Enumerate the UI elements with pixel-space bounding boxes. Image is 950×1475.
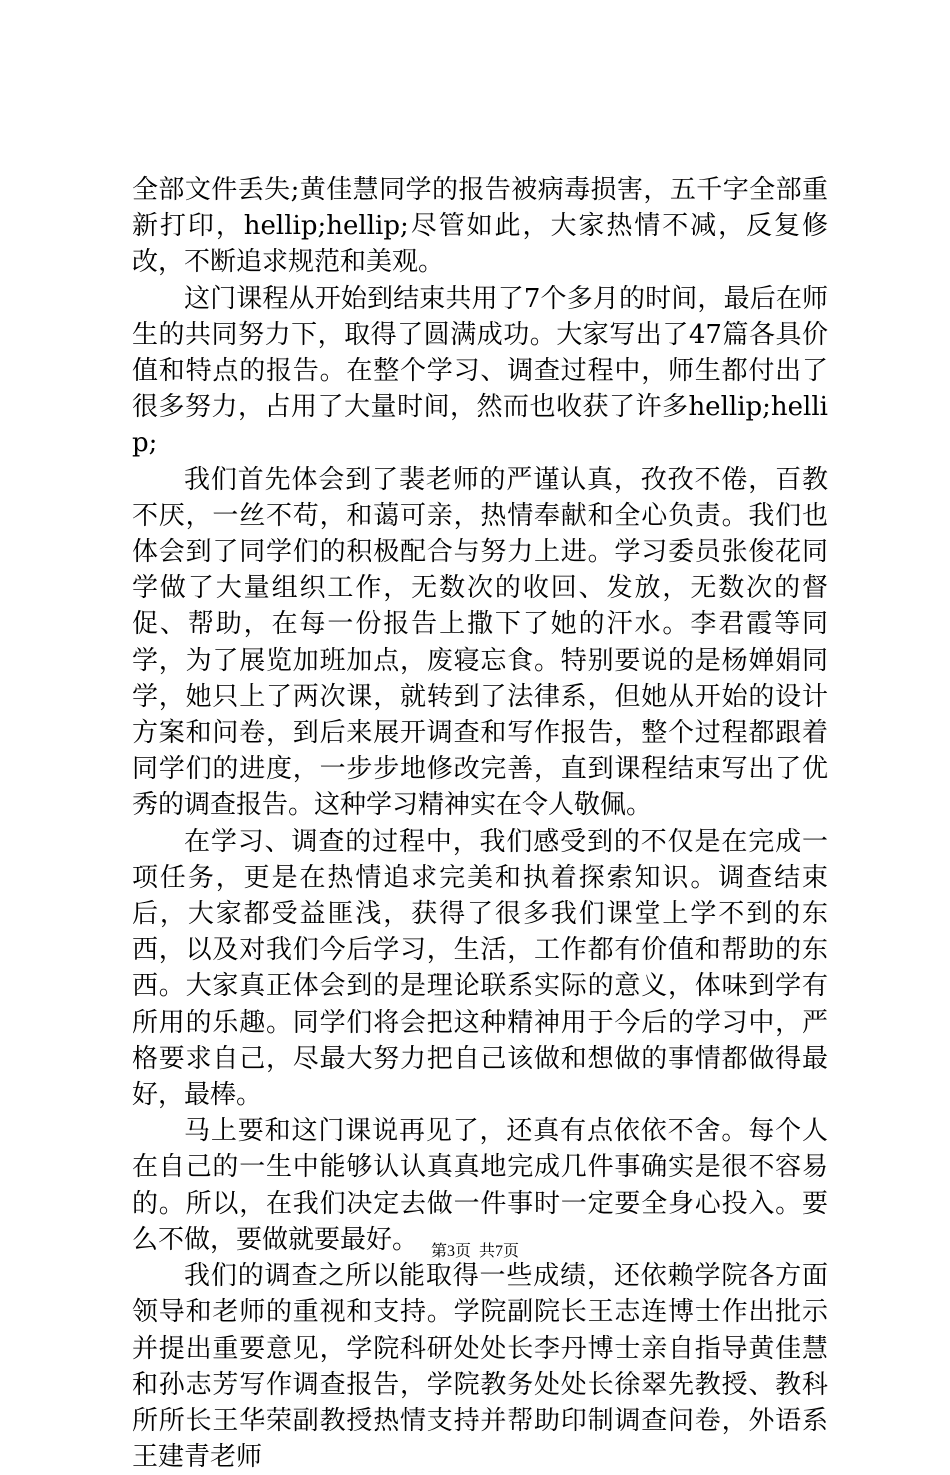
- paragraph-course-duration: 这门课程从开始到结束共用了7个多月的时间，最后在师生的共同努力下，取得了圆满成功。大家写出了47篇各具价值和特点的报告。在整个学习、调查过程中，师生都付出了很多努力，占用了大量时间，然而也收获了许多hellip;hellip;: [132, 283, 828, 459]
- paragraph-farewell: 马上要和这门课说再见了，还真有点依依不舍。每个人在自己的一生中能够认认真真地完成几件事确实是很不容易的。所以，在我们决定去做一件事时一定要全身心投入。要么不做，要做就要最好。: [132, 1116, 828, 1255]
- paragraph-learning-process: 在学习、调查的过程中，我们感受到的不仅是在完成一项任务，更是在热情追求完美和执着探索知识。调查结束后，大家都受益匪浅，获得了很多我们课堂上学不到的东西，以及对我们今后学习，生活，工作都有价值和帮助的东西。大家真正体会到的是理论联系实际的意义，体味到学有所用的乐趣。同学们将会把这种精神用于今后的学习中，严格要求自己，尽最大努力把自己该做和想做的事情都做得最好，最棒。: [132, 826, 828, 1111]
- paragraph-continued: 全部文件丢失;黄佳慧同学的报告被病毒损害，五千字全部重新打印，hellip;hellip;尽管如此，大家热情不减，反复修改，不断追求规范和美观。: [132, 175, 828, 278]
- paragraph-acknowledgements: 我们的调查之所以能取得一些成绩，还依赖学院各方面领导和老师的重视和支持。学院副院长王志连博士作出批示并提出重要意见，学院科研处处长李丹博士亲自指导黄佳慧和孙志芳写作调查报告，学院教务处处长徐翠先教授、教科所所长王华荣副教授热情支持并帮助印制调查问卷，外语系王建青老师: [132, 1261, 828, 1473]
- page-number-footer: 第3页 共7页: [430, 1243, 519, 1260]
- document-body: [132, 172, 828, 1475]
- paragraph-teacher-and-classmates: 我们首先体会到了裴老师的严谨认真，孜孜不倦，百教不厌，一丝不苟，和蔼可亲，热情奉献和全心负责。我们也体会到了同学们的积极配合与努力上进。学习委员张俊花同学做了大量组织工作，无数次的收回、发放，无数次的督促、帮助，在每一份报告上撒下了她的汗水。李君霞等同学，为了展览加班加点，废寝忘食。特别要说的是杨婵娟同学，她只上了两次课，就转到了法律系，但她从开始的设计方案和问卷，到后来展开调查和写作报告，整个过程都跟着同学们的进度，一步步地修改完善，直到课程结束写出了优秀的调查报告。这种学习精神实在令人敬佩。: [132, 464, 828, 821]
